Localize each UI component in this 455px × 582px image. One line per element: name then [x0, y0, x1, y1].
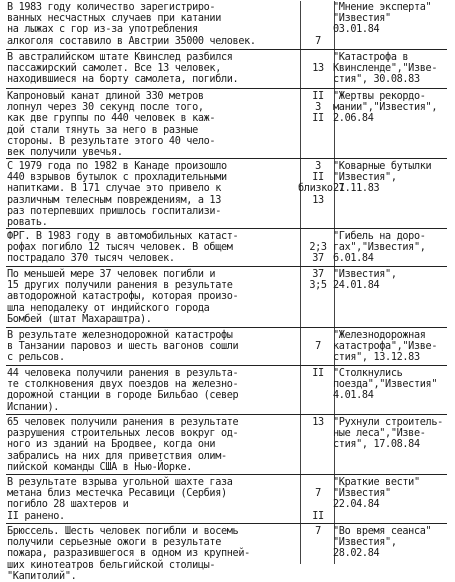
entry-text: С 1979 года по 1982 в Канаде произошло 440 взрывов бутылок с прохладительными напитками. В 171 случае это привело к различным телесным повреждениям, а 13 раз потерпевших пришлось госпитализи- ровать. [7, 161, 227, 229]
entry-separator [6, 523, 447, 524]
entry-source: "Катастрофа в Квинсленде","Изве- стия", 30.08.83 [333, 52, 438, 86]
entry-text: В 1983 году количество зарегистриро- ванных несчастных случаев при катании на лыжах с гор из-за употребления алкоголя составило в Австрии 35000 человек. [7, 2, 256, 47]
entry-source: "Железнодорожная катастрофа","Изве- стия", 13.12.83 [333, 330, 438, 364]
entry-source: "Известия", 24.01.84 [333, 269, 397, 292]
entry-text: Брюссель. Шесть человек погибли и восемь получили серьезные ожоги в результате пожара, разразившегося в одном из крупней- ших кинотеатров бельгийской столицы- "Капитолий". [7, 526, 250, 582]
entry-number: 13 [312, 417, 324, 428]
entry-source: "Во время сеанса" "Известия", 28.02.84 [333, 526, 432, 560]
entry-number: 37 3;5 [309, 269, 327, 292]
entry-separator [6, 88, 447, 89]
entry-text: ФРГ. В 1983 году в автомобильных катаст- рофах погибло 12 тысяч человек. В общем пострадало 370 тысяч человек. [7, 231, 239, 265]
entry-source: "Мнение эксперта" "Известия" 03.01.84 [333, 2, 432, 36]
entry-text: В австралийском штате Квинслед разбился пассажирский самолет. Все 13 человек, находившиеся на борту самолета, погибли. [7, 52, 239, 86]
entry-number: 3 II близко 7 13 [298, 161, 345, 206]
entry-number: 7 [315, 35, 321, 47]
entry-separator [6, 158, 447, 159]
entry-source: "Гибель на доро- гах","Известия", 6.01.84 [333, 231, 426, 265]
entry-separator [6, 228, 447, 229]
entry-source: "Столкнулись поезда","Известия" 4.01.84 [333, 368, 438, 402]
entry-text: Капроновый канат длиной 330 метров лопнул через 30 секунд после того, как две группы по 440 человек в каж- дой стали тянуть за него в разные стороны. В результате этого 40 чело- век получили увечья. [7, 91, 216, 159]
entry-number: II [312, 368, 324, 379]
entry-separator [6, 266, 447, 267]
entry-separator [6, 327, 447, 328]
entry-separator [6, 474, 447, 475]
entry-number: 7 II [312, 488, 324, 522]
entry-source: "Жертвы рекордо- мании","Известия", 2.06.84 [333, 91, 438, 125]
entry-source: "Коварные бутылки "Известия", 21.11.83 [333, 161, 432, 195]
entry-text: В результате взрыва угольной шахте газа метана близ местечка Ресавици (Сербия) погибло 28 шахтеров и II ранено. [7, 477, 233, 522]
entry-text: По меньшей мере 37 человек погибли и 15 других получили ранения в результате автодорожной катастрофы, которая произо- шла неподалеку от индийского города Бомбей (штат Махараштра). [7, 269, 239, 325]
entry-text: В результате железнодорожной катастрофы в Танзании паровоз и шесть вагонов сошли с рельсов. [7, 330, 239, 364]
entry-text: 44 человека получили ранения в результа- те столкновения двух поездов на железно- дорожной станции в городе Бильбао (север Испании). [7, 368, 239, 413]
entry-separator [6, 49, 447, 50]
entry-separator [6, 365, 447, 366]
entry-number: 7 [315, 341, 321, 353]
entry-separator [6, 414, 447, 415]
entry-number: 13 [312, 63, 324, 75]
entry-text: 65 человек получили ранения в результате разрушения строительных лесов вокруг од- ного из зданий на Бродвее, когда они забрались на них для приветствия олим- пийской команды США в Нью-Йорке. [7, 417, 239, 473]
entry-number: 2;3 37 [309, 242, 327, 265]
entry-source: "Краткие вести" "Известия" 22.04.84 [333, 477, 420, 511]
entry-number: 7 [315, 526, 321, 537]
entry-source: "Рухнули строитель- ные леса","Изве- стия", 17.08.84 [333, 417, 443, 451]
entry-number: II 3 II [312, 91, 324, 125]
